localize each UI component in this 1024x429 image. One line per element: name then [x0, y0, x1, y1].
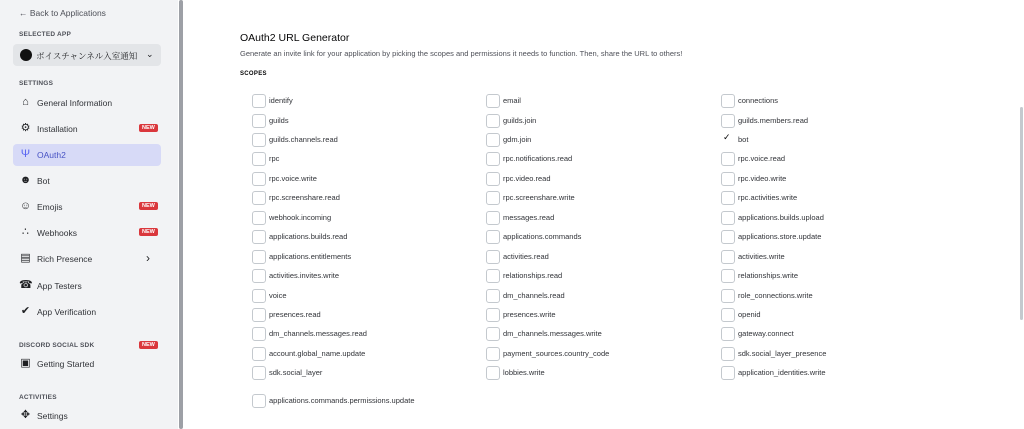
- checkbox-box: [721, 152, 735, 166]
- chevron-right-icon: ›: [146, 251, 150, 265]
- scope-label: applications.builds.upload: [738, 212, 824, 222]
- scope-label: rpc.screenshare.write: [503, 193, 575, 203]
- scope-label: webhook.incoming: [269, 212, 332, 222]
- checkbox-box: [721, 327, 735, 341]
- scope-label: sdk.social_layer_presence: [738, 348, 827, 358]
- checkbox-box: [486, 327, 500, 341]
- scope-label: rpc.voice.read: [738, 154, 786, 164]
- scope-label: activities.invites.write: [269, 271, 340, 280]
- checkbox-box: [486, 308, 500, 322]
- checkbox-box: [486, 211, 500, 225]
- sdk-heading: DISCORD SOCIAL SDK: [19, 342, 95, 349]
- webhook-icon: ∴: [22, 226, 29, 238]
- checkbox-box: [252, 211, 266, 225]
- checkbox-box: [721, 366, 735, 380]
- smile-icon: ☺: [19, 200, 32, 212]
- settings-heading: SETTINGS: [19, 80, 54, 87]
- scope-label: rpc.video.write: [738, 173, 787, 183]
- robot-icon: ☻: [19, 174, 32, 186]
- sidebar-item-label: OAuth2: [37, 150, 66, 160]
- page-title: OAuth2 URL Generator: [240, 32, 350, 44]
- sidebar-item-oauth2[interactable]: [13, 144, 161, 166]
- chevron-down-icon: ⌄: [146, 49, 154, 59]
- checkbox-box: [252, 308, 266, 322]
- checkbox-box: [252, 152, 266, 166]
- page-scrollbar[interactable]: [1020, 107, 1023, 320]
- sidebar-item-label: Bot: [37, 176, 50, 186]
- checkbox-box: [721, 289, 735, 303]
- checkbox-box: [721, 191, 735, 205]
- scope-label: guilds: [269, 115, 289, 125]
- back-to-applications-link[interactable]: ← Back to Applications: [19, 8, 106, 18]
- scope-label: voice: [269, 290, 287, 300]
- gear-icon: ⚙: [20, 122, 31, 134]
- checkbox-box: [252, 133, 266, 147]
- sidebar-item-emojis[interactable]: [13, 196, 161, 218]
- checkbox-box: [486, 366, 500, 380]
- checkbox-box: [721, 230, 735, 244]
- scope-label: rpc.voice.write: [269, 173, 317, 183]
- scope-label: email: [503, 96, 521, 105]
- sidebar-item-label: General Information: [37, 98, 113, 108]
- scope-label: dm_channels.read: [503, 290, 565, 300]
- scope-label: openid: [738, 309, 761, 319]
- user-icon: ☎: [19, 279, 33, 291]
- scope-label: rpc.video.read: [503, 173, 551, 183]
- sidebar-item-label: Settings: [37, 411, 68, 421]
- scope-label: role_connections.write: [738, 290, 813, 300]
- checkbox-box: [486, 152, 500, 166]
- scope-label: connections: [738, 96, 779, 105]
- scope-label: rpc.activities.write: [738, 193, 798, 203]
- scope-label: rpc.notifications.read: [503, 154, 573, 164]
- checkbox-box: [252, 230, 266, 244]
- scopes-heading: SCOPES: [240, 71, 267, 77]
- sidebar-item-label: Installation: [37, 124, 78, 134]
- scope-label: rpc: [269, 154, 280, 164]
- home-icon: ⌂: [22, 96, 29, 108]
- scope-label: relationships.read: [503, 271, 563, 280]
- sidebar: [0, 0, 178, 429]
- scope-label: account.global_name.update: [269, 348, 366, 358]
- sidebar-item-label: Webhooks: [37, 228, 78, 238]
- scope-label: dm_channels.messages.write: [503, 329, 602, 339]
- scope-label: guilds.join: [503, 115, 537, 125]
- scope-label: payment_sources.country_code: [503, 348, 610, 358]
- scope-label: gateway.connect: [738, 329, 794, 339]
- scope-label: rpc.screenshare.read: [269, 193, 340, 203]
- scope-label: bot: [738, 134, 749, 144]
- checkbox-box: [486, 191, 500, 205]
- checkbox-box: [252, 250, 266, 264]
- checkbox-box: [721, 211, 735, 225]
- checkbox-box: [252, 114, 266, 128]
- checkbox-box: [486, 250, 500, 264]
- sidebar-item-installation[interactable]: [13, 118, 161, 140]
- selected-app-heading: SELECTED APP: [19, 31, 72, 38]
- checkbox-box: [486, 94, 500, 108]
- sidebar-item-getting-started[interactable]: [13, 353, 161, 375]
- checkmark-icon: ✓: [723, 131, 731, 142]
- scope-label: lobbies.write: [503, 368, 545, 378]
- scope-label: presences.write: [503, 309, 556, 319]
- scope-label: applications.commands: [503, 232, 582, 242]
- sidebar-item-label: Emojis: [37, 202, 63, 212]
- checkbox-box: [486, 269, 500, 283]
- checkbox-box: [252, 366, 266, 380]
- gamepad-icon: ▣: [20, 357, 31, 369]
- sidebar-item-rich-presence[interactable]: [13, 248, 161, 270]
- scope-label: messages.read: [503, 212, 555, 222]
- scope-label: identify: [269, 96, 293, 105]
- sidebar-item-label: App Testers: [37, 281, 82, 291]
- sidebar-item-bot[interactable]: [13, 170, 161, 192]
- scope-label: presences.read: [269, 309, 321, 319]
- scope-label: activities.write: [738, 251, 785, 261]
- scope-label: applications.store.update: [738, 232, 822, 242]
- scope-label: relationships.write: [738, 271, 799, 280]
- checkbox-box: [252, 394, 266, 408]
- wrench-icon: Ψ: [20, 148, 31, 160]
- new-badge: NEW: [139, 202, 158, 210]
- new-badge: NEW: [139, 124, 158, 132]
- app-selector[interactable]: [13, 44, 161, 66]
- scope-label: application_identities.write: [738, 368, 826, 378]
- scope-label: applications.entitlements: [269, 251, 352, 261]
- app-name: ボイスチャンネル入室通知: [36, 51, 138, 61]
- checkbox-box: [486, 230, 500, 244]
- checkbox-box: [252, 347, 266, 361]
- sidebar-item-app-verification[interactable]: [13, 301, 161, 323]
- sidebar-scrollbar[interactable]: [179, 0, 183, 429]
- checkbox-box: [486, 133, 500, 147]
- sidebar-item-label: Getting Started: [37, 359, 95, 369]
- document-icon: ▤: [20, 252, 31, 264]
- clipboard-check-icon: ✔: [20, 305, 31, 317]
- checkbox-box: [486, 172, 500, 186]
- checkbox-box: [721, 250, 735, 264]
- checkbox-box: [721, 347, 735, 361]
- scope-label: applications.builds.read: [269, 232, 348, 242]
- checkbox-box: [486, 347, 500, 361]
- checkbox-box: [721, 308, 735, 322]
- sidebar-item-label: App Verification: [37, 307, 97, 317]
- sidebar-item-webhooks[interactable]: [13, 222, 161, 244]
- checkbox-box: [721, 269, 735, 283]
- sidebar-item-app-testers[interactable]: [13, 275, 161, 297]
- scope-label: sdk.social_layer: [269, 368, 323, 378]
- sidebar-item-settings[interactable]: [13, 405, 161, 427]
- activities-heading: ACTIVITIES: [19, 394, 57, 401]
- checkbox-box: [486, 289, 500, 303]
- new-badge: NEW: [139, 228, 158, 236]
- checkbox-box: [252, 269, 266, 283]
- scope-label: guilds.members.read: [738, 115, 809, 125]
- scope-label: applications.commands.permissions.update: [269, 396, 415, 405]
- checkbox-box: [252, 191, 266, 205]
- checkbox-box: [252, 172, 266, 186]
- checkbox-box: [252, 94, 266, 108]
- sidebar-item-label: Rich Presence: [37, 254, 93, 264]
- scope-label: activities.read: [503, 251, 549, 261]
- scope-label: guilds.channels.read: [269, 134, 338, 144]
- scope-label: dm_channels.messages.read: [269, 329, 367, 339]
- app-avatar: [20, 49, 32, 61]
- checkbox-box: [486, 114, 500, 128]
- scope-label: gdm.join: [503, 134, 532, 144]
- sidebar-item-general-information[interactable]: [13, 92, 161, 114]
- checkbox-box: [721, 114, 735, 128]
- page-description: Generate an invite link for your application by picking the scopes and permissions it needs to function. Then, share the URL to others!: [240, 49, 683, 58]
- sdk-new-badge: NEW: [139, 341, 158, 349]
- checkbox-box: [721, 172, 735, 186]
- puzzle-icon: ✥: [20, 409, 31, 421]
- checkbox-box: [252, 289, 266, 303]
- checkbox-box: [252, 327, 266, 341]
- checkbox-box: [721, 94, 735, 108]
